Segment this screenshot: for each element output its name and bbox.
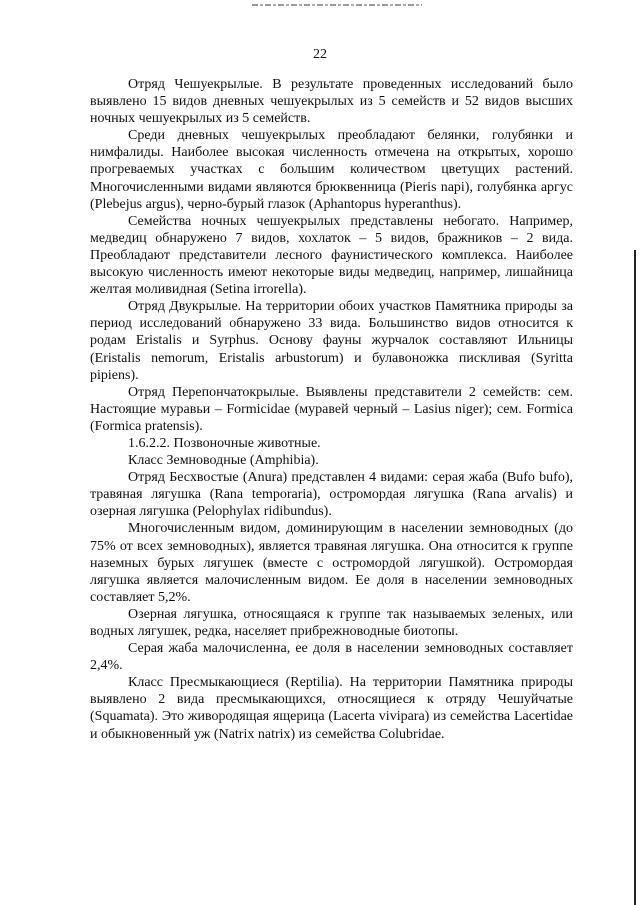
class-heading-amphibia: Класс Земноводные (Amphibia). (128, 453, 319, 469)
paragraph-common-frog: Многочисленным видом, доминирующим в населении земноводных (до 75% от всех земноводных), является травяная лягушка. Она относится к группе наземных бурых лягушек (вместе с остромордой лягушкой). Остромордая лягушка является малочисленным видом. Ее доля в населении земноводных составляет 5,2%. (90, 521, 573, 605)
section-heading-vertebrates: 1.6.2.2. Позвоночные животные. (128, 435, 321, 451)
paragraph-common-toad: Серая жаба малочисленна, ее доля в населении земноводных составляет 2,4%. (90, 641, 573, 674)
paragraph-reptilia: Класс Пресмыкающиеся (Reptilia). На территории Памятника природы выявлено 2 вида пресмыкающихся, относящиеся к отряду Чешуйчатые (Squamata). Это живородящая ящерица (Lacerta vivipara) из семейства Lacertidae и обыкновенный уж (Natrix natrix) из семейства Colubridae. (90, 675, 573, 742)
paragraph-anura: Отряд Бесхвостые (Anura) представлен 4 видами: серая жаба (Bufo bufo), травяная лягушка (Rana temporaria), остромордая лягушка (Rana arvalis) и озерная лягушка (Pelophylax ridibundus). (90, 470, 573, 520)
page-number: 22 (313, 47, 327, 62)
paragraph-hymenoptera: Отряд Перепончатокрылые. Выявлены представители 2 семейств: сем. Настоящие муравьи – Formicidae (муравей черный – Lasius niger); сем. Formica (Formica pratensis). (90, 384, 573, 434)
scan-right-edge (634, 250, 636, 905)
paragraph-day-butterflies: Среди дневных чешуекрылых преобладают белянки, голубянки и нимфалиды. Наиболее высокая численность отмечена на открытых, хорошо прогреваемых участках с большим количеством цветущих растений. Многочисленными видами являются брюквенница (Pieris napi), голубянка аргус (Plebejus argus), черно-бурый глазок (Aphantopus hyperanthus). (90, 128, 573, 212)
paragraph-night-moths: Семейства ночных чешуекрылых представлены небогато. Например, медведиц обнаружено 7 видов, хохлаток – 5 видов, бражников – 2 вида. Преобладают представители лесного фаунистического комплекса. Наиболее высокую численность имеют некоторые виды медведиц, например, лишайница желтая моливидная (Setina irrorella). (90, 213, 573, 298)
document-body (90, 76, 573, 743)
paragraph-marsh-frog: Озерная лягушка, относящаяся к группе так называемых зеленых, или водных лягушек, редка, населяет прибрежноводные биотопы. (90, 606, 573, 639)
paragraph-lepidoptera-intro: Отряд Чешуекрылые. В результате проведенных исследований было выявлено 15 видов дневных чешуекрылых из 5 семейств и 52 видов высших ночных чешуекрылых из 5 семейств. (90, 77, 573, 127)
paragraph-diptera: Отряд Двукрылые. На территории обоих участков Памятника природы за период исследований обнаружено 33 вида. Большинство видов относится к родам Eristalis и Syrphus. Основу фауны журчалок составляют Ильницы (Eristalis nemorum, Eristalis arbustorum) и булавоножка пискливая (Syritta pipiens). (90, 299, 573, 383)
scan-top-mark (252, 4, 422, 6)
